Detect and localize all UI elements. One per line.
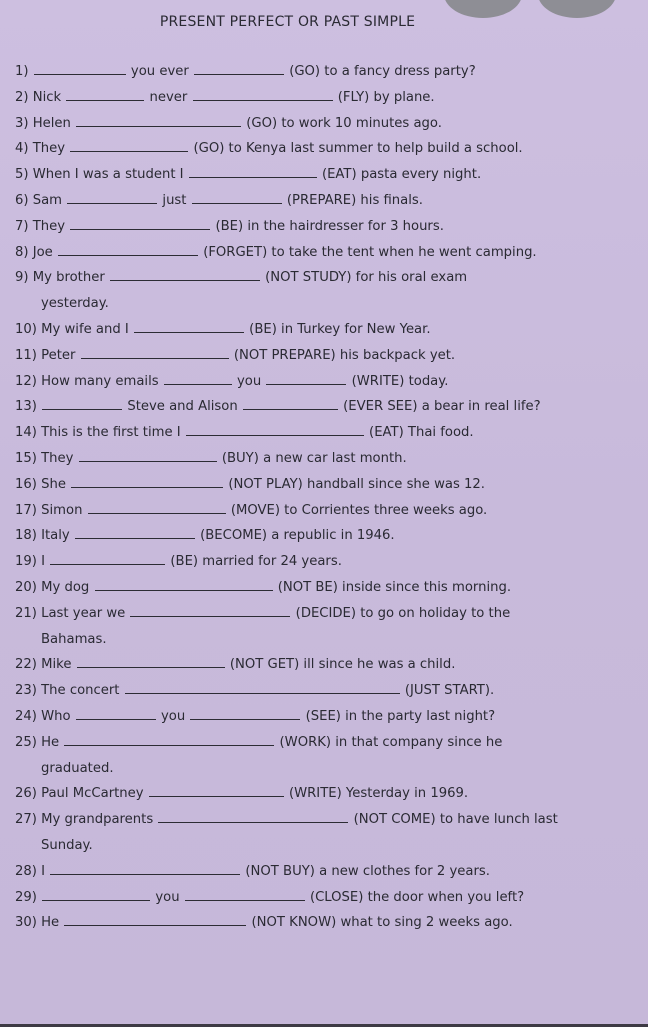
- answer-blank[interactable]: [81, 357, 229, 359]
- answer-blank[interactable]: [185, 899, 305, 901]
- line-text: 13): [15, 399, 42, 415]
- answer-blank[interactable]: [189, 176, 317, 178]
- line-text: 28) I: [15, 863, 50, 879]
- worksheet-title: PRESENT PERFECT OR PAST SIMPLE: [159, 14, 416, 30]
- line-text: (FLY) by plane.: [333, 89, 435, 105]
- answer-blank[interactable]: [164, 383, 232, 385]
- answer-blank[interactable]: [64, 924, 246, 926]
- line-text: 23) The concert: [15, 683, 124, 699]
- line-text: 19) I: [15, 554, 50, 570]
- exercise-line: [15, 265, 635, 291]
- answer-blank[interactable]: [95, 589, 273, 591]
- line-text: (NOT PREPARE) his backpack yet.: [229, 347, 456, 363]
- answer-blank[interactable]: [67, 202, 157, 204]
- exercise-line: [15, 627, 635, 653]
- exercise-line: [15, 214, 635, 240]
- line-text: 6) Sam: [15, 192, 67, 208]
- answer-blank[interactable]: [125, 692, 400, 694]
- answer-blank[interactable]: [66, 99, 144, 101]
- answer-blank[interactable]: [266, 383, 346, 385]
- line-text: (GO) to a fancy dress party?: [285, 64, 476, 79]
- line-text: (NOT COME) to have lunch last: [349, 812, 558, 828]
- line-text: 10) My wife and I: [15, 321, 133, 337]
- answer-blank[interactable]: [158, 821, 348, 823]
- line-text: just: [158, 192, 191, 208]
- line-text: (SEE) in the party last night?: [301, 708, 496, 724]
- answer-blank[interactable]: [76, 125, 241, 127]
- answer-blank[interactable]: [192, 202, 282, 204]
- line-text: (EAT) pasta every night.: [317, 167, 482, 183]
- line-text: Steve and Alison: [123, 399, 242, 415]
- exercise-line: [15, 859, 635, 885]
- line-text: 30) He: [15, 915, 64, 931]
- line-text: 18) Italy: [15, 528, 74, 544]
- answer-blank[interactable]: [76, 718, 156, 720]
- answer-blank[interactable]: [149, 795, 284, 797]
- exercise-line: [15, 549, 635, 575]
- line-text: 3) Helen: [15, 115, 76, 131]
- exercise-line: [15, 833, 635, 859]
- answer-blank[interactable]: [110, 279, 260, 281]
- line-text: 12) How many emails: [15, 373, 163, 389]
- line-text: 25) He: [15, 734, 64, 750]
- answer-blank[interactable]: [70, 150, 188, 152]
- answer-blank[interactable]: [70, 228, 210, 230]
- line-text: (CLOSE) the door when you left?: [305, 889, 525, 905]
- answer-blank[interactable]: [190, 718, 300, 720]
- exercise-line: [15, 472, 635, 498]
- line-text: (NOT STUDY) for his oral exam: [260, 270, 468, 286]
- line-text: 26) Paul McCartney: [15, 786, 148, 802]
- line-text: you: [232, 373, 266, 389]
- exercise-line: [15, 885, 635, 911]
- line-text: (GO) to work 10 minutes ago.: [242, 115, 442, 131]
- exercise-line: [15, 85, 635, 111]
- line-text: (BUY) a new car last month.: [217, 450, 407, 466]
- exercise-line: [15, 678, 635, 704]
- exercise-line: [15, 910, 635, 936]
- line-text: (PREPARE) his finals.: [282, 192, 423, 208]
- answer-blank[interactable]: [50, 873, 240, 875]
- line-text: 14) This is the first time I: [15, 425, 185, 441]
- line-text: 27) My grandparents: [15, 812, 158, 828]
- exercise-line: [15, 240, 635, 266]
- exercise-line: [15, 498, 635, 524]
- answer-blank[interactable]: [64, 744, 274, 746]
- line-text: (NOT BE) inside since this morning.: [273, 579, 512, 595]
- line-text: (NOT KNOW) what to sing 2 weeks ago.: [247, 915, 513, 931]
- line-text: 8) Joe: [15, 244, 57, 260]
- line-text: (BECOME) a republic in 1946.: [195, 528, 395, 544]
- answer-blank[interactable]: [79, 460, 217, 462]
- exercise-line: [15, 317, 635, 343]
- exercise-line: [15, 704, 635, 730]
- line-text: (NOT PLAY) handball since she was 12.: [224, 476, 486, 492]
- exercise-list: [15, 59, 635, 936]
- line-text: you: [151, 889, 184, 905]
- answer-blank[interactable]: [42, 408, 122, 410]
- answer-blank[interactable]: [193, 99, 333, 101]
- line-text: (MOVE) to Corrientes three weeks ago.: [226, 502, 488, 518]
- line-text: 24) Who: [15, 708, 75, 724]
- line-text: 16) She: [15, 476, 71, 492]
- answer-blank[interactable]: [34, 73, 126, 75]
- exercise-line: [15, 394, 635, 420]
- line-text: 4) They: [15, 141, 70, 157]
- line-text: never: [145, 89, 192, 105]
- line-text: (FORGET) to take the tent when he went camping.: [199, 244, 537, 260]
- line-text: (GO) to Kenya last summer to help build a school.: [189, 141, 523, 157]
- answer-blank[interactable]: [75, 537, 195, 539]
- line-text: (NOT BUY) a new clothes for 2 years.: [241, 863, 490, 879]
- line-text: (BE) in the hairdresser for 3 hours.: [211, 218, 444, 234]
- line-text: (WORK) in that company since he: [275, 734, 503, 750]
- line-text: 20) My dog: [15, 579, 94, 595]
- exercise-line: [15, 59, 635, 85]
- exercise-line: [15, 420, 635, 446]
- line-text: (JUST START).: [400, 683, 495, 699]
- exercise-line: [15, 601, 635, 627]
- exercise-line: [15, 136, 635, 162]
- answer-blank[interactable]: [58, 254, 198, 256]
- answer-blank[interactable]: [243, 408, 338, 410]
- line-text: 9) My brother: [15, 270, 109, 286]
- line-text: graduated.: [41, 760, 114, 776]
- line-text: 11) Peter: [15, 347, 80, 363]
- line-text: (DECIDE) to go on holiday to the: [291, 605, 511, 621]
- answer-blank[interactable]: [134, 331, 244, 333]
- line-text: 7) They: [15, 218, 70, 234]
- answer-blank[interactable]: [42, 899, 150, 901]
- line-text: (NOT GET) ill since he was a child.: [225, 657, 456, 673]
- line-text: 2) Nick: [15, 89, 66, 105]
- line-text: 21) Last year we: [15, 605, 130, 621]
- answer-blank[interactable]: [77, 666, 225, 668]
- line-text: yesterday.: [41, 296, 109, 312]
- exercise-line: [15, 162, 635, 188]
- answer-blank[interactable]: [194, 73, 284, 75]
- exercise-line: [15, 575, 635, 601]
- exercise-line: [15, 369, 635, 395]
- exercise-line: [15, 111, 635, 137]
- line-text: (EAT) Thai food.: [364, 425, 474, 441]
- exercise-line: [15, 730, 635, 756]
- exercise-line: [15, 756, 635, 782]
- exercise-line: [15, 652, 635, 678]
- line-text: 15) They: [15, 450, 78, 466]
- line-text: (WRITE) Yesterday in 1969.: [284, 786, 469, 802]
- line-text: 1): [15, 64, 33, 79]
- answer-blank[interactable]: [186, 434, 364, 436]
- answer-blank[interactable]: [130, 615, 290, 617]
- line-text: you: [156, 708, 190, 724]
- line-text: (BE) married for 24 years.: [166, 554, 342, 570]
- line-text: 29): [15, 889, 42, 905]
- exercise-line: [15, 446, 635, 472]
- line-text: 17) Simon: [15, 502, 87, 518]
- exercise-line: [15, 523, 635, 549]
- line-text: Sunday.: [41, 837, 93, 853]
- exercise-line: [15, 781, 635, 807]
- line-text: 5) When I was a student I: [15, 167, 188, 183]
- answer-blank[interactable]: [88, 512, 226, 514]
- exercise-line: [15, 807, 635, 833]
- answer-blank[interactable]: [50, 563, 165, 565]
- line-text: (EVER SEE) a bear in real life?: [338, 399, 541, 415]
- line-text: Bahamas.: [41, 631, 107, 647]
- line-text: you ever: [126, 64, 193, 79]
- exercise-line: [15, 343, 635, 369]
- line-text: 22) Mike: [15, 657, 76, 673]
- answer-blank[interactable]: [71, 486, 223, 488]
- line-text: (WRITE) today.: [347, 373, 449, 389]
- line-text: (BE) in Turkey for New Year.: [244, 321, 431, 337]
- exercise-line: [15, 291, 635, 317]
- exercise-line: [15, 188, 635, 214]
